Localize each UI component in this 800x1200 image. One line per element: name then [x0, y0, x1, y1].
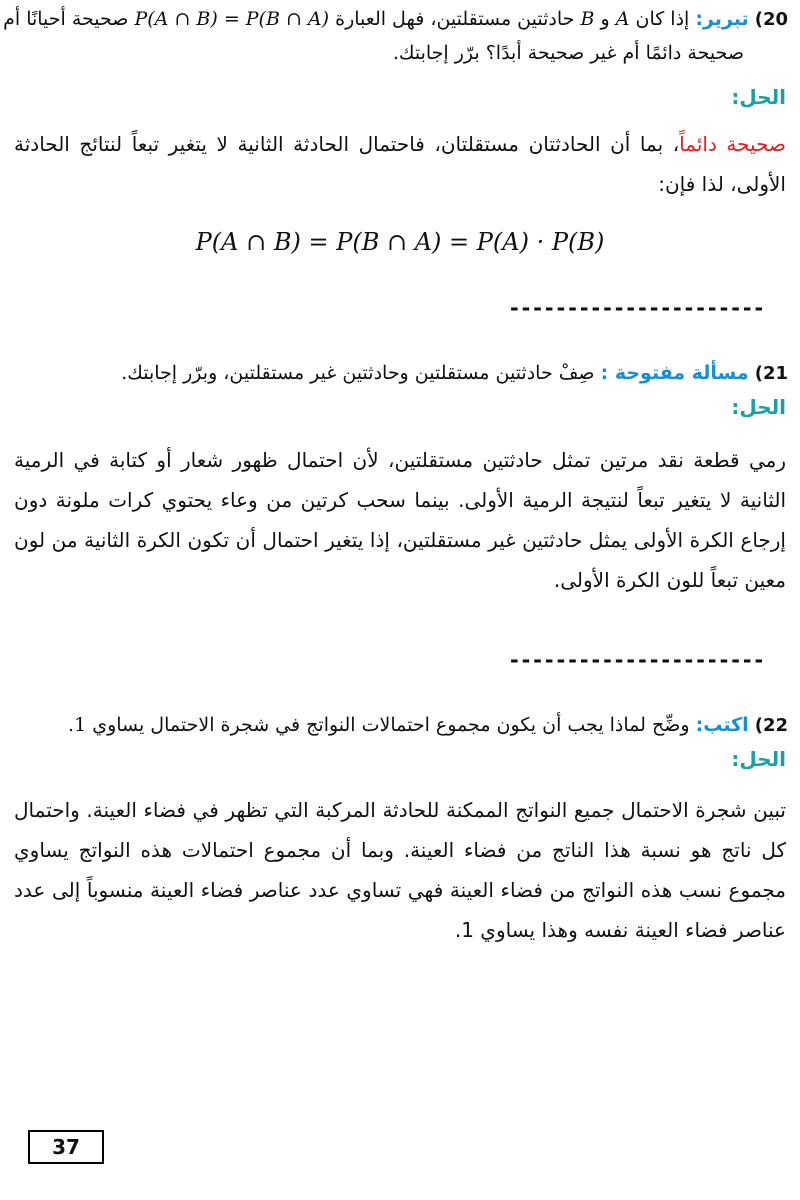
- question-20-expression: P(A ∩ B) = P(B ∩ A): [134, 8, 330, 30]
- solution-20-answer: صحيحة دائماً: [679, 132, 786, 156]
- solution-22-label: الحل:: [731, 747, 786, 771]
- question-22-text: وضِّح لماذا يجب أن يكون مجموع احتمالات النواتج في شجرة الاحتمال يساوي 1.: [68, 714, 690, 736]
- solution-20-explanation: ، بما أن الحادثتان مستقلتان، فاحتمال الحادثة الثانية لا يتغير تبعاً لنتائج الحادثة الأولى، لذا فإن:: [14, 132, 786, 196]
- question-20-text-c: صحيحة أحيانًا أم: [3, 8, 129, 30]
- solution-21-label: الحل:: [731, 395, 786, 419]
- page-number: 37: [28, 1130, 104, 1164]
- separator-2: ----------------------: [508, 648, 765, 672]
- and-word: و: [600, 8, 610, 30]
- question-21-number: 21): [754, 363, 788, 384]
- question-22-tag: اكتب:: [695, 714, 749, 736]
- separator-1: ----------------------: [508, 296, 765, 320]
- var-a: A: [615, 8, 630, 30]
- solution-22-text: تبين شجرة الاحتمال جميع النواتج الممكنة للحادثة المركبة التي تظهر في فضاء العينة. واحتمال كل ناتج هو نسبة هذا الناتج من فضاء العينة. وبما أن مجموع احتمالات هذه النواتج يساوي مجموع نسب هذه النواتج من فضاء العينة فهي تساوي عدد عناصر فضاء العينة منسوباً إلى عدد عناصر فضاء العينة نفسه وهذا يساوي 1.: [14, 798, 786, 942]
- solution-20-label: الحل:: [731, 85, 786, 109]
- question-21-text: صِفْ حادثتين مستقلتين وحادثتين غير مستقلتين، وبرّر إجابتك.: [121, 362, 595, 384]
- question-22-line: [12, 710, 788, 741]
- solution-20-formula: [0, 228, 800, 256]
- question-20-number: 20): [754, 9, 788, 30]
- probability-formula: P(A ∩ B) = P(B ∩ A) = P(A) · P(B): [195, 228, 605, 256]
- question-20-text-b: حادثتين مستقلتين، فهل العبارة: [335, 8, 575, 30]
- question-20-text-a: إذا كان: [635, 8, 690, 30]
- question-20-tag: تبرير:: [695, 8, 749, 30]
- question-21-line: [12, 358, 788, 389]
- question-22-number: 22): [754, 715, 788, 736]
- solution-20-text: [14, 124, 786, 204]
- question-20-line-2: صحيحة دائمًا أم غير صحيحة أبدًا؟ برّر إجابتك.: [392, 42, 744, 64]
- var-b: B: [580, 8, 595, 30]
- question-21-tag: مسألة مفتوحة :: [600, 362, 749, 384]
- question-20-line-1: [3, 4, 788, 35]
- solution-21-text: رمي قطعة نقد مرتين تمثل حادثتين مستقلتين، لأن احتمال ظهور شعار أو كتابة في الرمية الثانية لا يتغير تبعاً لنتيجة الرمية الأولى. بينما سحب كرتين من وعاء يحتوي كرات ملونة دون إرجاع الكرة الأولى يمثل حادثتين غير مستقلتين، إذا يتغير احتمال أن تكون الكرة الثانية من لون معين تبعاً للون الكرة الأولى.: [14, 448, 786, 592]
